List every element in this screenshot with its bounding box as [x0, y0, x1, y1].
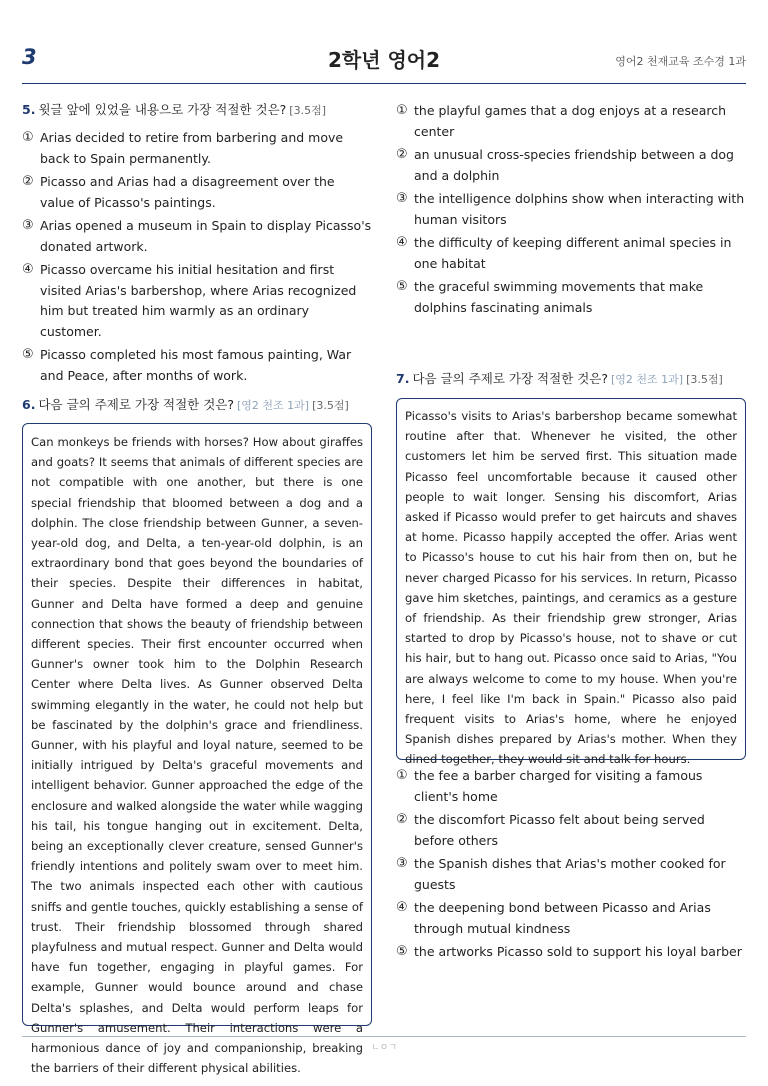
question-number: 6.: [22, 397, 36, 412]
question-6-options-wrap: [396, 101, 746, 321]
question-6-heading: [22, 396, 372, 414]
answer-option[interactable]: [396, 277, 746, 318]
option-text: the Spanish dishes that Arias's mother cooked for guests: [414, 856, 726, 892]
option-text: the deepening bond between Picasso and Arias through mutual kindness: [414, 900, 711, 936]
option-marker: ①: [396, 103, 408, 118]
option-text: the playful games that a dog enjoys at a research center: [414, 103, 727, 139]
option-marker: ④: [396, 900, 408, 915]
option-text: the difficulty of keeping different animal species in one habitat: [414, 235, 732, 271]
footer-divider: [22, 1036, 746, 1037]
page-header: [0, 0, 768, 84]
option-text: the fee a barber charged for visiting a famous client's home: [414, 768, 703, 804]
option-marker: ②: [396, 147, 408, 162]
option-text: the graceful swimming movements that make dolphins fascinating animals: [414, 279, 704, 315]
question-7-options: [396, 766, 746, 963]
question-number: 7.: [396, 371, 410, 386]
question-5-heading: [22, 101, 372, 119]
question-5: [22, 101, 372, 389]
option-text: Picasso and Arias had a disagreement over the value of Picasso's paintings.: [40, 174, 335, 210]
question-6-options: [396, 101, 746, 318]
option-marker: ②: [22, 174, 34, 189]
option-text: the discomfort Picasso felt about being served before others: [414, 812, 705, 848]
answer-option[interactable]: [22, 260, 372, 342]
question-points: [3.5점]: [312, 399, 349, 412]
answer-option[interactable]: [396, 145, 746, 186]
question-6-passage: Can monkeys be friends with horses? How about giraffes and goats? It seems that animals of different species are not compatible with one another, but there is one special friendship that bloomed between a dog and a dolphin. The close friendship between Gunner, a seven-year-old dog, and Delta, a ten-year-old dolphin, is an extraordinary bond that goes beyond the boundaries of their species. Despite their differences in habitat, Gunner and Delta have formed a deep and genuine connection that shows the beauty of friendship between different species. Their first encounter occurred when Gunner's owner took him to the Dolphin Research Center where Delta lives. As Gunner observed Delta swimming elegantly in the water, he could not help but be fascinated by the dolphin's grace and friendliness. Gunner, with his playful and loyal nature, seemed to be initially intrigued by Delta's graceful movements and intelligent behavior. Gunner approached the edge of the enclosure and walked alongside the water while wagging his tail, his tongue hanging out in excitement. Delta, being an exceptionally clever creature, sensed Gunner's friendly intentions and politely swam over to meet him. The two animals inspected each other with cautious sniffs and gentle touches, quickly establishing a sense of trust. Their friendship blossomed through shared playfulness and mutual respect. Gunner and Delta would have fun together, engaging in playful games. For example, Gunner would bounce around and chase Delta's splashes, and Delta would perform leaps for Gunner's amusement. Their interactions were a harmonious dance of joy and companionship, breaking the barriers of their different physical abilities.: [22, 423, 372, 1026]
option-text: Picasso completed his most famous painting, War and Peace, after months of work.: [40, 347, 352, 383]
option-text: Arias decided to retire from barbering and move back to Spain permanently.: [40, 130, 344, 166]
page-subtitle: 영어2 천재교육 조수경 1과: [615, 55, 746, 68]
option-marker: ④: [22, 262, 34, 277]
question-prompt: 윗글 앞에 있었을 내용으로 가장 적절한 것은?: [38, 102, 287, 117]
question-prompt: 다음 글의 주제로 가장 적절한 것은?: [38, 397, 235, 412]
option-text: an unusual cross-species friendship between a dog and a dolphin: [414, 147, 734, 183]
answer-option[interactable]: [396, 101, 746, 142]
answer-option[interactable]: [396, 942, 746, 963]
answer-option[interactable]: [396, 233, 746, 274]
question-points: [3.5점]: [686, 373, 723, 386]
option-text: the intelligence dolphins show when interacting with human visitors: [414, 191, 745, 227]
question-source: [영2 천조 1과]: [237, 399, 310, 412]
option-marker: ①: [396, 768, 408, 783]
footer-text: ㄴㅇㄱ: [370, 1043, 398, 1053]
question-7-options-wrap: [396, 766, 746, 966]
answer-option[interactable]: [396, 189, 746, 230]
question-prompt: 다음 글의 주제로 가장 적절한 것은?: [412, 371, 609, 386]
answer-option[interactable]: [396, 766, 746, 807]
header-divider: [22, 83, 746, 84]
page-number: 3: [22, 45, 37, 69]
option-marker: ⑤: [396, 944, 408, 959]
answer-option[interactable]: [396, 810, 746, 851]
answer-option[interactable]: [22, 216, 372, 257]
answer-option[interactable]: [396, 898, 746, 939]
question-7-heading-wrap: [396, 370, 746, 388]
option-marker: ③: [396, 856, 408, 871]
option-marker: ④: [396, 235, 408, 250]
option-text: Arias opened a museum in Spain to display Picasso's donated artwork.: [40, 218, 372, 254]
question-5-options: [22, 128, 372, 386]
question-number: 5.: [22, 102, 36, 117]
answer-option[interactable]: [22, 345, 372, 386]
option-marker: ⑤: [396, 279, 408, 294]
option-text: Picasso overcame his initial hesitation and first visited Arias's barbershop, where Arias recognized him but treated him warmly as an ordinary customer.: [40, 262, 357, 339]
answer-option[interactable]: [22, 172, 372, 213]
page-title: 2학년 영어2: [327, 48, 441, 72]
answer-option[interactable]: [22, 128, 372, 169]
option-marker: ③: [396, 191, 408, 206]
option-marker: ③: [22, 218, 34, 233]
question-6-heading-wrap: [22, 396, 372, 414]
option-marker: ①: [22, 130, 34, 145]
question-points: [3.5점]: [289, 104, 326, 117]
answer-option[interactable]: [396, 854, 746, 895]
option-marker: ⑤: [22, 347, 34, 362]
question-7-heading: [396, 370, 746, 388]
option-text: the artworks Picasso sold to support his loyal barber: [414, 944, 742, 959]
question-source: [영2 천조 1과]: [611, 373, 684, 386]
option-marker: ②: [396, 812, 408, 827]
question-7-passage: Picasso's visits to Arias's barbershop became somewhat routine after that. Whenever he visited, the other customers let him be served first. This situation made Picasso feel uncomfortable because it caused other people to wait longer. Sensing his discomfort, Arias asked if Picasso would prefer to get haircuts and shaves at home. Picasso happily accepted the offer. Arias went to Picasso's house to cut his hair from then on, but he never charged Picasso for his services. In return, Picasso gave him sketches, paintings, and ceramics as a gesture of friendship. As their friendship grew stronger, Arias started to drop by Picasso's house, not to shave or cut his hair, but to hang out. Picasso once said to Arias, "You are always welcome to come to my house. When you're here, I feel like I'm back in Spain." Picasso also paid frequent visits to Arias's home, where he enjoyed Spanish dishes prepared by Arias's mother. When they dined together, they would sit and talk for hours.: [396, 398, 746, 760]
